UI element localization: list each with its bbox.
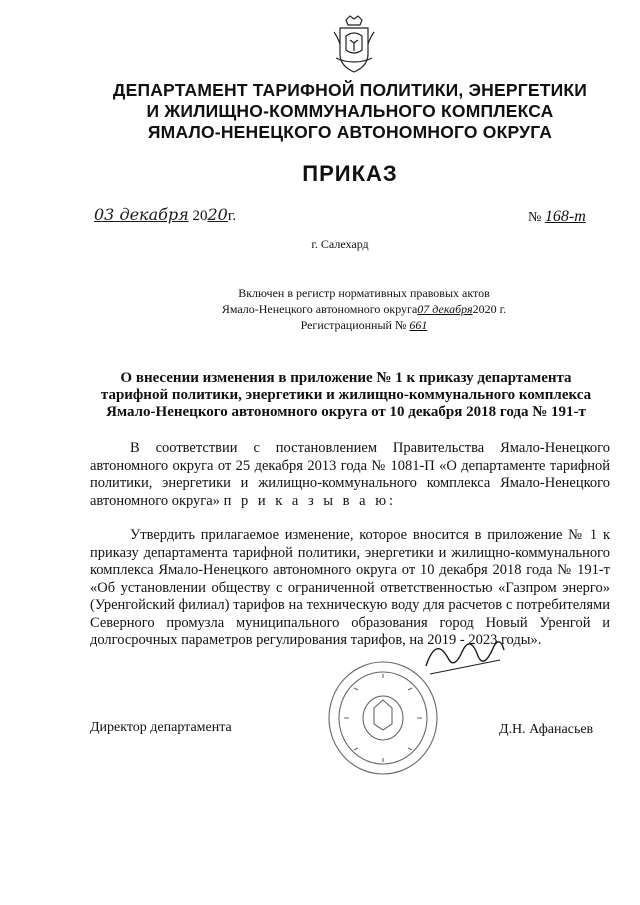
number-sign: № [528,210,542,225]
subject-line: Ямало-Ненецкого автономного округа от 10 декабря 2018 года № 191-т [106,404,586,420]
document-type-title: ПРИКАЗ [302,161,398,186]
order-keyword: п р и к а з ы в а ю: [223,492,397,509]
year-prefix: 20 [192,208,208,224]
preamble-paragraph [90,440,610,510]
registry-year: 2020 г. [472,302,507,316]
handwritten-year: 20 [207,205,228,224]
order-date [94,205,236,225]
handwritten-date: 03 декабря [94,205,189,224]
coat-of-arms-icon [332,14,376,76]
registry-stamp [196,285,532,333]
preamble-text: В соответствии с постановлением Правительства Ямало-Ненецкого автономного округа от 25 декабря 2013 года № 1081-П «О департаменте тарифной политики, энергетики и жилищно-коммунального комплекса Ямало-Ненецкого автономного округа» [90,440,610,509]
year-suffix: г. [227,208,237,224]
city: г. Салехард [311,237,369,251]
registry-line: Включен в регистр нормативных правовых актов [238,286,490,300]
resolution-paragraph: Утвердить прилагаемое изменение, которое вносится в приложение № 1 к приказу департамента тарифной политики, энергетики и жилищно-коммунального комплекса Ямало-Ненецкого автономного округа от 10 декабря 2018 года № 191-т «Об установлении обществу с ограниченной ответственностью «Газпром энерго» (Уренгойский филиал) тарифов на техническую воду для расчетов с потребителями Северного промузла муниципального образования город Новый Уренгой и долгосрочных параметров регулирования тарифов, на 2019 - 2023 годы». [90,527,610,648]
order-subject [96,370,596,421]
subject-line: тарифной политики, энергетики и жилищно-коммунального комплекса [100,387,592,403]
signatory-title: Директор департамента [90,720,232,735]
registry-number-label: Регистрационный № [300,318,407,332]
department-line: ЯМАЛО-НЕНЕЦКОГО АВТОНОМНОГО ОКРУГА [147,122,553,142]
department-name [60,80,640,143]
subject-line: О внесении изменения в приложение № 1 к приказу департамента [120,370,572,386]
department-line: ДЕПАРТАМЕНТ ТАРИФНОЙ ПОЛИТИКИ, ЭНЕРГЕТИКИ [112,80,588,100]
registry-handwritten-date: 07 декабря [417,302,473,316]
signatory-name: Д.Н. Афанасьев [499,722,594,737]
registry-line [196,317,532,333]
registry-handwritten-number: 661 [409,318,428,332]
department-line: И ЖИЛИЩНО-КОММУНАЛЬНОГО КОМПЛЕКСА [146,101,554,121]
handwritten-signature-icon [420,626,510,686]
handwritten-number: 168-т [544,208,586,225]
order-number [528,208,586,226]
registry-region: Ямало-Ненецкого автономного округа [221,302,418,316]
registry-line [196,301,532,317]
